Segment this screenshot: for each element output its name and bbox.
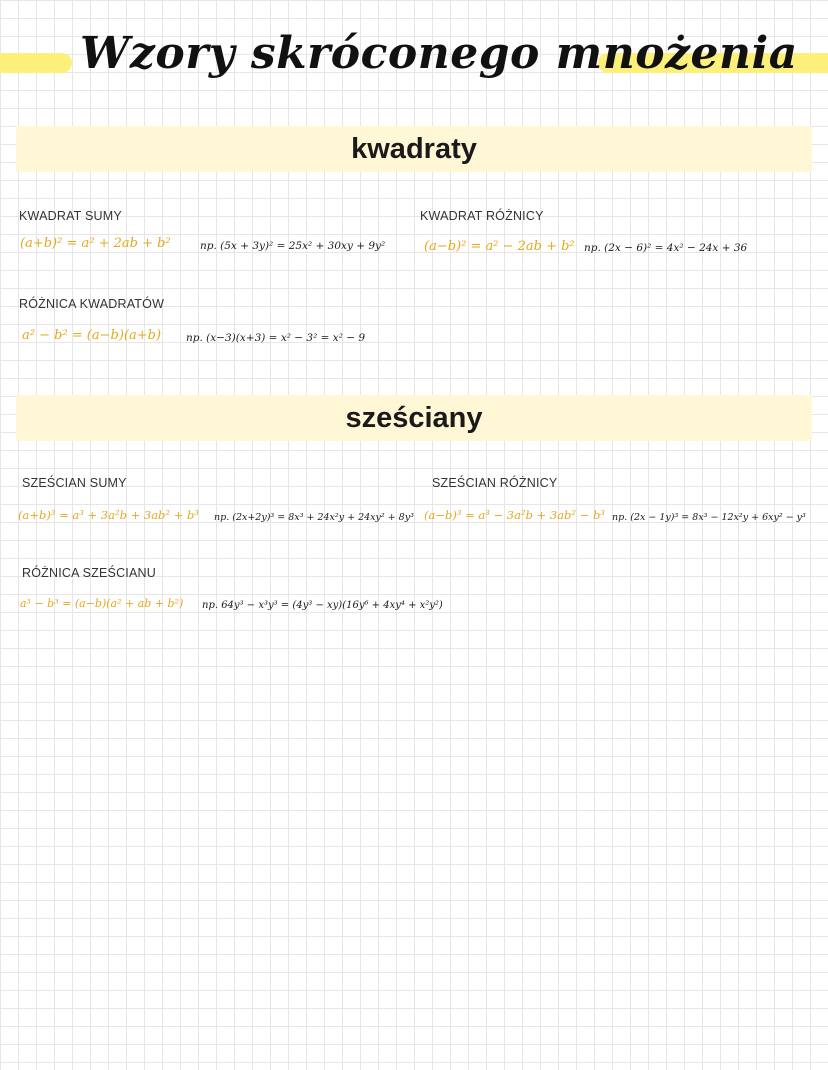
label-difference-of-squares: RÓŻNICA KWADRATÓW bbox=[19, 297, 165, 311]
formula-difference-of-squares: a² − b² = (a−b)(a+b) bbox=[22, 328, 162, 343]
example-cube-of-difference: np. (2x − 1y)³ = 8x³ − 12x²y + 6xy² − y³ bbox=[612, 512, 806, 523]
label-cube-of-difference: SZEŚCIAN RÓŻNICY bbox=[432, 476, 558, 490]
label-square-of-difference: KWADRAT RÓŻNICY bbox=[420, 209, 544, 223]
formula-cube-of-sum: (a+b)³ = a³ + 3a²b + 3ab² + b³ bbox=[18, 508, 199, 522]
label-difference-of-cubes: RÓŻNICA SZEŚCIANU bbox=[22, 566, 156, 580]
page-title: Wzory skróconego mnożenia bbox=[80, 28, 798, 79]
section-band-cubes bbox=[16, 395, 812, 441]
formula-cube-of-difference: (a−b)³ = a³ − 3a²b + 3ab² − b³ bbox=[424, 508, 605, 522]
section-heading-cubes: sześciany bbox=[345, 401, 483, 434]
example-difference-of-squares: np. (x−3)(x+3) = x² − 3² = x² − 9 bbox=[186, 332, 366, 344]
title-highlight-left bbox=[0, 53, 72, 73]
formula-difference-of-cubes: a³ − b³ = (a−b)(a² + ab + b²) bbox=[20, 597, 184, 610]
section-band-squares bbox=[16, 126, 812, 172]
formula-square-of-sum: (a+b)² = a² + 2ab + b² bbox=[20, 236, 171, 251]
formula-square-of-difference: (a−b)² = a² − 2ab + b² bbox=[424, 239, 575, 254]
example-square-of-difference: np. (2x − 6)² = 4x² − 24x + 36 bbox=[584, 242, 748, 254]
label-square-of-sum: KWADRAT SUMY bbox=[19, 209, 122, 223]
section-heading-squares: kwadraty bbox=[351, 132, 477, 165]
example-square-of-sum: np. (5x + 3y)² = 25x² + 30xy + 9y² bbox=[200, 240, 386, 252]
example-cube-of-sum: np. (2x+2y)³ = 8x³ + 24x²y + 24xy² + 8y³ bbox=[214, 512, 414, 523]
example-difference-of-cubes: np. 64y³ − x³y³ = (4y³ − xy)(16y⁶ + 4xy⁴ + x²y²) bbox=[202, 600, 443, 611]
label-cube-of-sum: SZEŚCIAN SUMY bbox=[22, 476, 127, 490]
